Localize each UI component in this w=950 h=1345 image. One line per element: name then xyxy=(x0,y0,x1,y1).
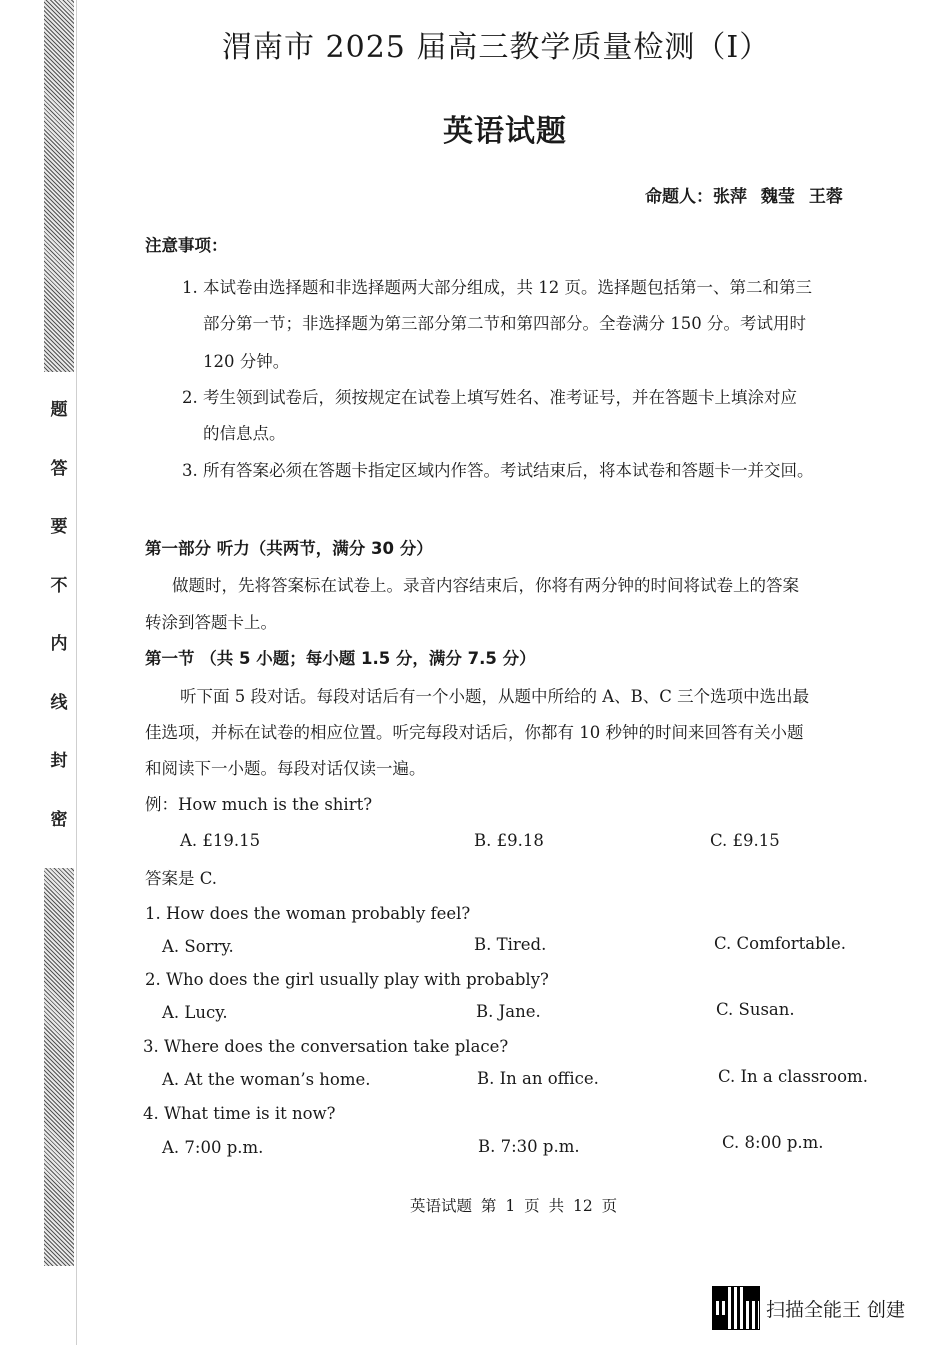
section1-heading: 第一节 （共 5 小题；每小题 1.5 分，满分 7.5 分） xyxy=(145,649,536,668)
section1-instr-line-2: 佳选项，并标在试卷的相应位置。听完每段对话后，你都有 10 秒钟的时间来回答有关小题 xyxy=(145,723,804,742)
part1-intro-line-1: 做题时，先将答案标在试卷上。录音内容结束后，你将有两分钟的时间将试卷上的答案 xyxy=(172,576,799,595)
example-option-c: C. £9.15 xyxy=(710,831,780,850)
notice-item-1-line-2: 部分第一节；非选择题为第三部分第二节和第四部分。全卷满分 150 分。考试用时 xyxy=(203,314,806,333)
question-1-option-c: C. Comfortable. xyxy=(714,934,846,953)
question-3-option-a: A. At the woman’s home. xyxy=(162,1070,371,1089)
authors-line xyxy=(645,182,843,207)
question-2-option-b: B. Jane. xyxy=(476,1002,541,1021)
seal-char: 封 xyxy=(50,751,68,771)
notice-item-3-line-1: 3. 所有答案必须在答题卡指定区域内作答。考试结束后，将本试卷和答题卡一并交回。 xyxy=(182,461,814,480)
question-4: 4. What time is it now? xyxy=(143,1104,336,1123)
authors-label: 命题人： xyxy=(645,187,713,207)
question-4-option-c: C. 8:00 p.m. xyxy=(722,1133,824,1152)
seal-line-text xyxy=(44,395,74,863)
question-4-option-b: B. 7:30 p.m. xyxy=(478,1137,580,1156)
binding-hatch-bottom xyxy=(44,868,74,1266)
question-1: 1. How does the woman probably feel? xyxy=(145,904,471,923)
example-answer: 答案是 C. xyxy=(145,869,218,888)
seal-char: 密 xyxy=(50,809,68,830)
exam-title: 渭南市 2025 届高三教学质量检测（Ⅰ） xyxy=(222,30,771,65)
question-2: 2. Who does the girl usually play with probably? xyxy=(145,970,549,989)
seal-char: 要 xyxy=(50,517,68,537)
notice-item-2-line-2: 的信息点。 xyxy=(203,424,286,443)
part1-intro-line-2: 转涂到答题卡上。 xyxy=(145,613,277,632)
exam-subtitle: 英语试题 xyxy=(443,114,567,149)
seal-char: 内 xyxy=(50,634,68,654)
seal-char: 题 xyxy=(50,400,68,420)
qr-code-icon xyxy=(712,1286,760,1330)
question-1-option-b: B. Tired. xyxy=(474,935,547,954)
question-3-option-b: B. In an office. xyxy=(477,1069,599,1088)
seal-char: 不 xyxy=(50,575,68,596)
notice-item-1-line-1: 1. 本试卷由选择题和非选择题两大部分组成，共 12 页。选择题包括第一、第二和第三 xyxy=(182,278,812,297)
question-4-option-a: A. 7:00 p.m. xyxy=(162,1138,264,1157)
section1-instr-line-3: 和阅读下一小题。每段对话仅读一遍。 xyxy=(145,759,426,778)
question-3-option-c: C. In a classroom. xyxy=(718,1067,868,1086)
notice-item-1-line-3: 120 分钟。 xyxy=(203,352,290,371)
example-option-a: A. £19.15 xyxy=(180,831,261,850)
notice-heading: 注意事项： xyxy=(145,236,228,255)
example-option-b: B. £9.18 xyxy=(474,831,544,850)
seal-char: 线 xyxy=(50,692,68,713)
authors-names: 张萍 魏莹 王蓉 xyxy=(713,187,843,207)
seal-char: 答 xyxy=(50,458,68,479)
binding-hatch-top xyxy=(44,0,74,372)
page-footer: 英语试题 第 1 页 共 12 页 xyxy=(410,1197,618,1215)
part1-heading: 第一部分 听力（共两节，满分 30 分） xyxy=(145,539,433,558)
question-2-option-a: A. Lucy. xyxy=(162,1003,228,1022)
binding-strip xyxy=(44,0,78,1345)
question-2-option-c: C. Susan. xyxy=(716,1000,795,1019)
question-1-option-a: A. Sorry. xyxy=(162,937,234,956)
question-3: 3. Where does the conversation take place? xyxy=(143,1037,509,1056)
section1-instr-line-1: 听下面 5 段对话。每段对话后有一个小题，从题中所给的 A、B、C 三个选项中选出最 xyxy=(180,687,810,706)
scanner-watermark xyxy=(712,1286,905,1330)
notice-item-2-line-1: 2. 考生领到试卷后，须按规定在试卷上填写姓名、准考证号，并在答题卡上填涂对应 xyxy=(182,388,797,407)
example-question: 例：How much is the shirt? xyxy=(145,795,373,814)
scanner-text: 扫描全能王 创建 xyxy=(766,1298,906,1321)
binding-divider xyxy=(76,0,77,1345)
